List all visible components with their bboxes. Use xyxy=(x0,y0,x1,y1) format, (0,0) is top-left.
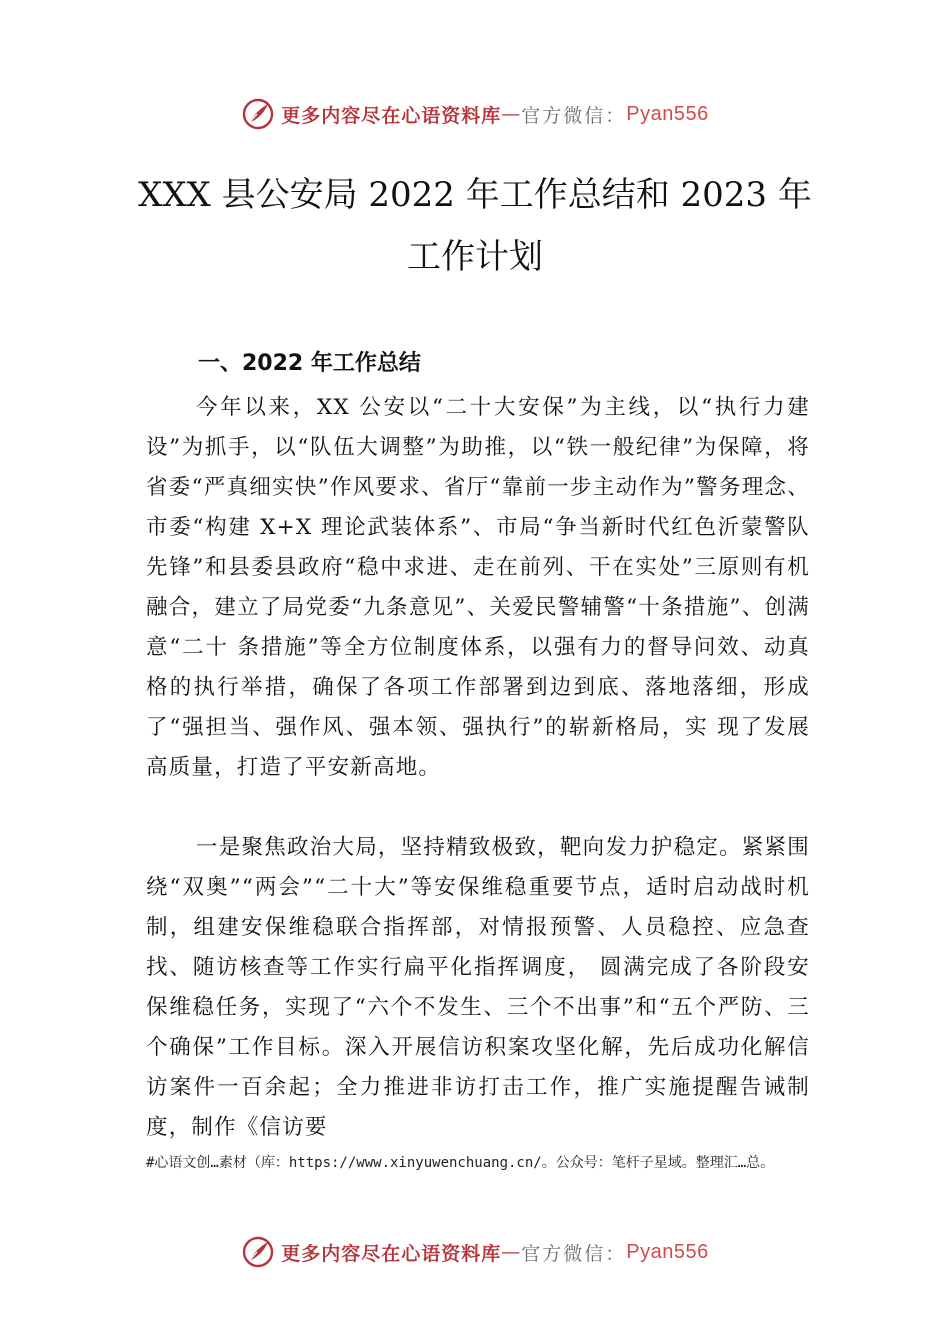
footer-banner xyxy=(0,1232,950,1272)
document-title xyxy=(120,164,830,288)
section-heading: 一、2022 年工作总结 xyxy=(198,351,421,376)
banner-brand-text: 更多内容尽在心语资料库 xyxy=(281,104,502,127)
body-paragraph-1: 今年以来，XX 公安以“二十大安保”为主线，以“执行力建设”为抓手，以“队伍大调整”为助推，以“铁一般纪律”为保障，将省委“严真细实快”作风要求、省厅“靠前一步主动作为”警务理念、市委“构建 X+X 理论武装体系”、市局“争当新时代红色沂蒙警队先锋”和县委县政府“稳中求进、走在前列、干在实处”三原则有机融合，建立了局党委“九条意见”、关爱民警辅警“十条措施”、创满意“二十 条措施”等全方位制度体系，以强有力的督导问效、动真格的执行举措，确保了各项工作部署到边到底、落地落细，形成了“强担当、强作风、强本领、强执行”的崭新格局，实 现了发展高质量，打造了平安新高地。 xyxy=(146,395,810,780)
document-title-line1: XXX 县公安局 2022 年工作总结和 2023 年 xyxy=(138,175,812,215)
banner-wechat-label: 官方微信： xyxy=(521,104,627,127)
banner-brand-text: 更多内容尽在心语资料库 xyxy=(281,1242,502,1265)
document-title-line2: 工作计划 xyxy=(407,237,543,277)
body-paragraph-2: 一是聚焦政治大局，坚持精致极致，靶向发力护稳定。紧紧围绕“双奥”“两会”“二十大”等安保维稳重要节点，适时启动战时机制，组建安保维稳联合指挥部，对情报预警、人员稳控、应急查找、随访核查等工作实行扁平化指挥调度， 圆满完成了各阶段安保维稳任务，实现了“六个不发生、三个不出事”和“五个严防、三个确保”工作目标。深入开展信访积案攻坚化解，先后成功化解信访案件一百余起；全力推进非访打击工作，推广实施提醒告诫制度，制作《信访要 xyxy=(146,835,810,1140)
quill-pen-logo-icon xyxy=(241,1235,275,1269)
header-banner xyxy=(0,94,950,134)
banner-wechat-id: Pyan556 xyxy=(626,1240,709,1263)
page-footnote: #心语文创…素材（库：https://www.xinyuwenchuang.cn/。公众号：笔杆子星域。整理汇…总。 xyxy=(146,1155,775,1171)
quill-pen-logo-icon xyxy=(241,97,275,131)
banner-dash: — xyxy=(501,1241,522,1263)
banner-wechat-label: 官方微信： xyxy=(521,1242,627,1265)
banner-wechat-id: Pyan556 xyxy=(626,102,709,125)
banner-dash: — xyxy=(501,103,522,125)
